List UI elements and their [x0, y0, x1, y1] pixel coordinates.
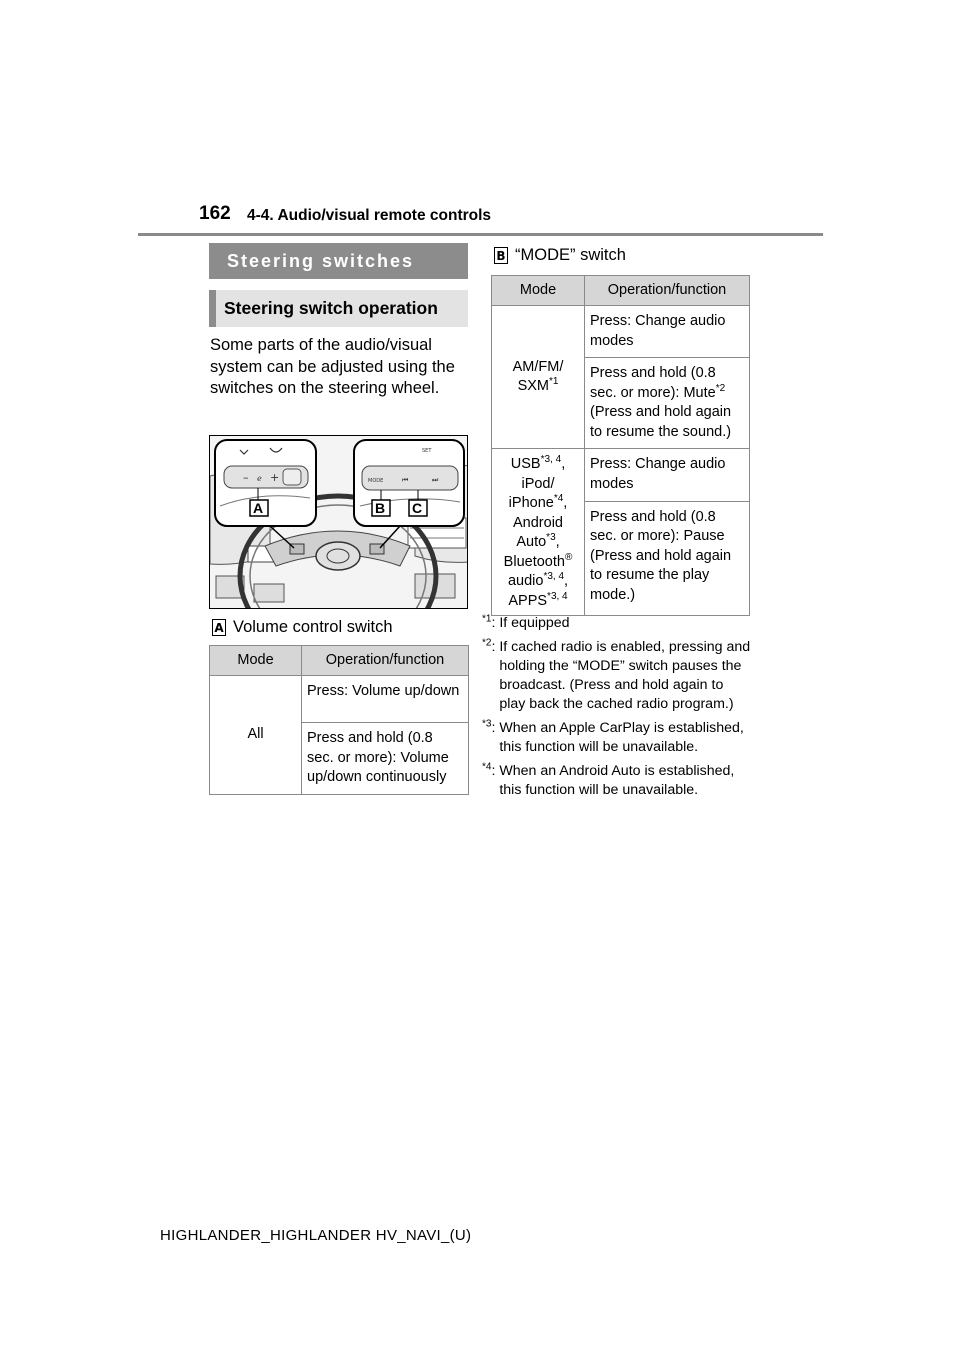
footnote-text: When an Android Auto is established, this function will be unavailable. — [499, 763, 735, 798]
table-header: Operation/function — [585, 276, 750, 306]
letter-a-box: A — [212, 619, 226, 636]
table-header: Operation/function — [302, 646, 469, 676]
mode-text: Auto — [516, 534, 547, 550]
footnote-mark: *3 — [482, 718, 492, 730]
registered-mark: ® — [564, 551, 573, 563]
mode-button-label: MODE — [368, 478, 384, 484]
footnote-text: If cached radio is enabled, pressing and holding the “MODE” switch pauses the broadcast. (Press and hold again to play back the cached radio program.) — [499, 639, 751, 712]
mode-text: USB — [510, 456, 541, 472]
steering-wheel-figure — [209, 435, 468, 609]
footnote-ref: *3, 4 — [540, 454, 562, 466]
label-b-text: “MODE” switch — [515, 246, 626, 264]
mode-text: audio — [507, 573, 544, 589]
footnote-mark: *1 — [482, 613, 492, 625]
mode-text: Android — [513, 514, 563, 531]
mode-text: SXM — [517, 378, 549, 394]
heading-text: Steering switches — [227, 250, 415, 271]
label-a — [212, 618, 393, 637]
callout-c: C — [412, 500, 423, 516]
footnote: $^{*3}$: When an Apple CarPlay is established, this function will be unavailable. — [482, 719, 752, 757]
function-text: Press and hold (0.8 sec. or more): Mute — [590, 365, 716, 401]
footnote-ref: *3 — [546, 532, 556, 544]
steering-wheel-illustration — [210, 436, 468, 609]
volume-table-wrap — [209, 645, 469, 795]
function-cell: Press: Change audio modes — [585, 449, 750, 502]
footnote-ref: *1 — [548, 376, 559, 388]
svg-text:⏮: ⏮ — [402, 476, 409, 484]
footnote-ref: *2 — [715, 382, 726, 394]
separator: , — [563, 495, 568, 511]
volume-table — [209, 645, 469, 795]
mode-table-wrap — [491, 275, 750, 616]
function-cell: Press: Change audio modes — [585, 306, 750, 358]
function-cell — [585, 358, 750, 449]
svg-text:+: + — [270, 471, 280, 484]
footnote: $^{*4}$: When an Android Auto is established, this function will be unavailable. — [482, 762, 752, 800]
mode-text: APPS — [508, 592, 548, 609]
mode-table — [491, 275, 750, 616]
mode-text: AM/FM/ — [512, 358, 564, 375]
mode-text: iPod/ — [521, 475, 555, 492]
svg-text:⏭: ⏭ — [432, 476, 439, 484]
page-number: 162 — [199, 203, 231, 224]
separator: , — [561, 456, 566, 472]
label-b — [494, 246, 626, 265]
mode-cell: All — [210, 676, 302, 795]
function-text: (Press and hold again to resume the sound.) — [590, 404, 732, 440]
letter-b-box: B — [494, 247, 508, 264]
footnote-text: When an Apple CarPlay is established, this function will be unavailable. — [499, 720, 744, 755]
svg-text:–: – — [243, 471, 249, 484]
callout-a: A — [253, 500, 264, 516]
footnote-text: If equipped — [499, 615, 570, 631]
callout-b: B — [375, 500, 386, 516]
header-rule — [138, 233, 823, 236]
footnote-ref: *4 — [553, 493, 564, 505]
intro-paragraph: Some parts of the audio/visual system can be adjusted using the switches on the steering wheel. — [210, 336, 455, 397]
set-button-label: SET — [422, 448, 432, 454]
footnotes — [482, 614, 752, 805]
footnote: $^{*1}$: If equipped — [482, 614, 752, 633]
footer-model: HIGHLANDER_HIGHLANDER HV_NAVI_(U) — [160, 1227, 472, 1244]
table-header: Mode — [492, 276, 585, 306]
function-cell: Press and hold (0.8 sec. or more): Pause (Press and hold again to resume the play mode.) — [585, 501, 750, 615]
footnote-ref: *3, 4 — [543, 571, 565, 583]
mode-cell-usb — [492, 449, 585, 616]
subheading-bar — [209, 290, 468, 327]
footnote: $^{*2}$: If cached radio is enabled, pressing and holding the “MODE” switch pauses the broadcast. (Press and hold again to play back the cached radio program.) — [482, 637, 751, 712]
footnote-mark: *4 — [482, 761, 492, 773]
heading-bar — [209, 243, 468, 279]
footnote-ref: *3, 4 — [547, 590, 568, 602]
mode-cell-am-fm — [492, 306, 585, 449]
function-cell: Press and hold (0.8 sec. or more): Volume up/down continuously — [302, 723, 469, 795]
separator: , — [564, 573, 569, 589]
mode-text: iPhone — [508, 495, 554, 511]
separator: , — [555, 534, 560, 550]
section-title: 4-4. Audio/visual remote controls — [247, 207, 492, 224]
label-a-text: Volume control switch — [233, 618, 393, 636]
function-cell: Press: Volume up/down — [302, 676, 469, 723]
subheading-text: Steering switch operation — [224, 298, 438, 318]
table-header: Mode — [210, 646, 302, 676]
footnote-mark: *2 — [482, 637, 492, 649]
mode-text: Bluetooth — [503, 553, 565, 570]
svg-text:ℯ: ℯ — [257, 474, 262, 483]
